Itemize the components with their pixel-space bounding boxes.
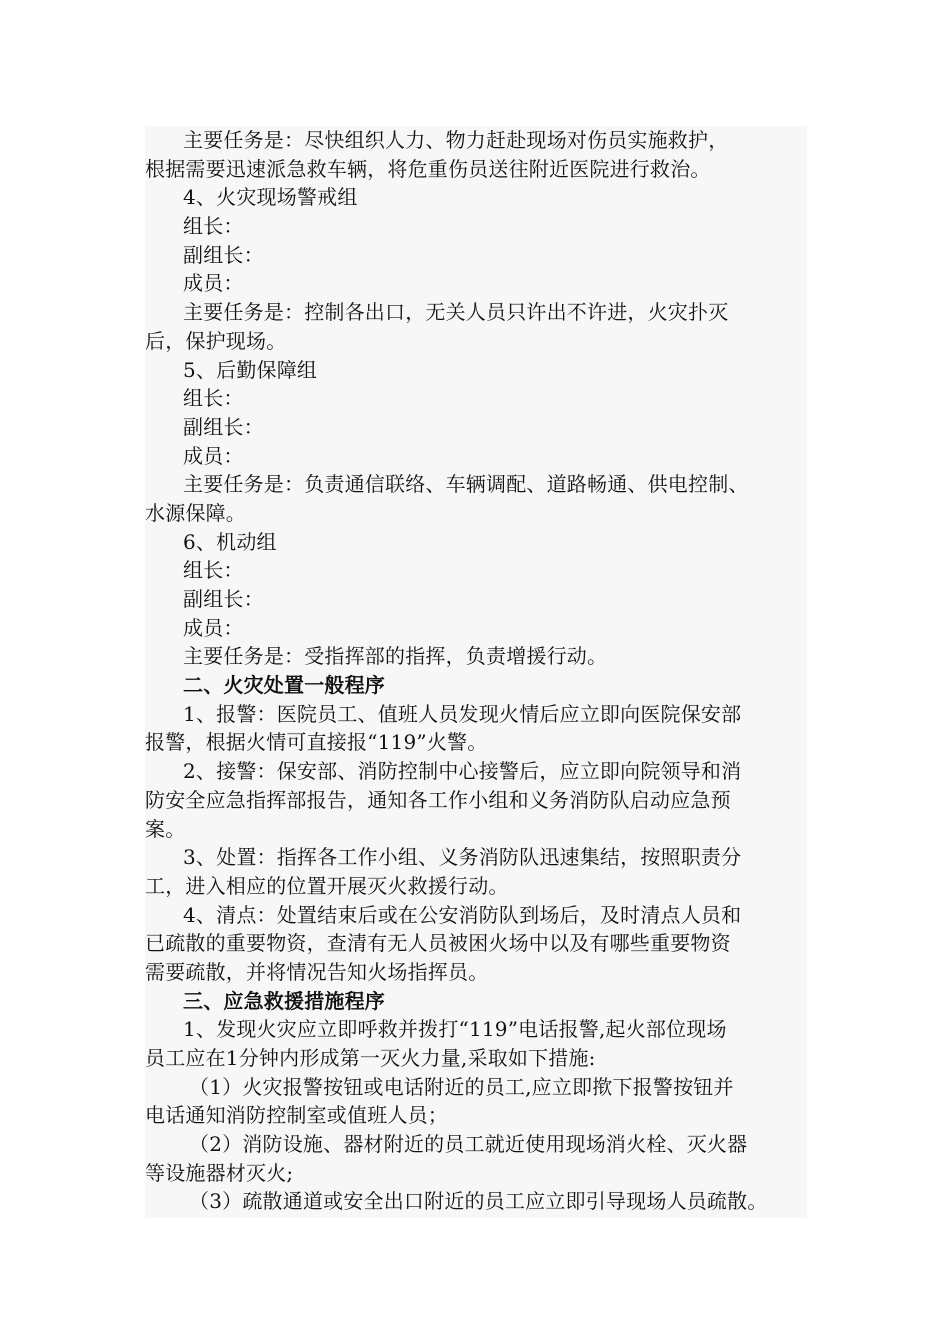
document-page (145, 126, 807, 1218)
paragraph-line: 根据需要迅速派急救车辆，将危重伤员送往附近医院进行救治。 (145, 156, 711, 181)
paragraph-line: 等设施器材灭火; (145, 1160, 294, 1185)
paragraph-line: 4、清点：处置结束后或在公安消防队到场后，及时清点人员和 (183, 902, 742, 927)
paragraph-line: 工，进入相应的位置开展灭火救援行动。 (145, 873, 509, 898)
section-heading: 4、火灾现场警戒组 (183, 185, 358, 210)
section-heading: 5、后勤保障组 (183, 357, 318, 382)
field-label: 组长： (183, 386, 244, 411)
paragraph-line: （1）火灾报警按钮或电话附近的员工,应立即揿下报警按钮并 (189, 1074, 734, 1099)
field-label: 副组长： (183, 242, 264, 267)
chapter-heading: 二、火灾处置一般程序 (183, 673, 385, 698)
paragraph-line: 水源保障。 (145, 500, 246, 525)
field-label: 组长： (183, 558, 244, 583)
paragraph-line: 主要任务是：负责通信联络、车辆调配、道路畅通、供电控制、 (183, 472, 749, 497)
field-label: 副组长： (183, 587, 264, 611)
paragraph-line: 2、接警：保安部、消防控制中心接警后，应立即向院领导和消 (183, 759, 742, 784)
field-label: 成员： (183, 615, 244, 640)
paragraph-line: 后，保护现场。 (145, 328, 287, 353)
field-label: 成员： (183, 443, 244, 468)
paragraph-line: 3、处置：指挥各工作小组、义务消防队迅速集结，按照职责分 (183, 845, 742, 870)
chapter-heading: 三、应急救援措施程序 (183, 988, 385, 1013)
field-label: 组长： (183, 214, 244, 239)
paragraph-line: 电话通知消防控制室或值班人员； (145, 1103, 448, 1128)
paragraph-line: 员工应在1分钟内形成第一灭火力量,采取如下措施: (145, 1046, 596, 1070)
paragraph-line: 防安全应急指挥部报告，通知各工作小组和义务消防队启动应急预 (145, 787, 731, 812)
paragraph-line: 案。 (145, 816, 186, 841)
paragraph-line: （3）疏散通道或安全出口附近的员工应立即引导现场人员疏散。 (189, 1189, 768, 1214)
paragraph-line: 已疏散的重要物资，查清有无人员被困火场中以及有哪些重要物资 (145, 931, 731, 956)
paragraph-line: 主要任务是：控制各出口，无关人员只许出不许进，火灾扑灭 (183, 300, 729, 325)
paragraph-line: 主要任务是：尽快组织人力、物力赶赴现场对伤员实施救护， (183, 128, 729, 152)
paragraph-line: 主要任务是：受指挥部的指挥，负责增援行动。 (183, 644, 608, 669)
paragraph-line: 报警，根据火情可直接报“119”火警。 (145, 730, 488, 755)
paragraph-line: 1、发现火灾应立即呼救并拨打“119”电话报警,起火部位现场 (183, 1017, 727, 1042)
paragraph-line: （2）消防设施、器材附近的员工就近使用现场消火栓、灭火器 (189, 1132, 748, 1157)
field-label: 副组长： (183, 414, 264, 439)
section-heading: 6、机动组 (183, 529, 277, 554)
paragraph-line: 需要疏散，并将情况告知火场指挥员。 (145, 959, 489, 984)
paragraph-line: 1、报警：医院员工、值班人员发现火情后应立即向医院保安部 (183, 701, 742, 726)
field-label: 成员： (183, 271, 244, 296)
